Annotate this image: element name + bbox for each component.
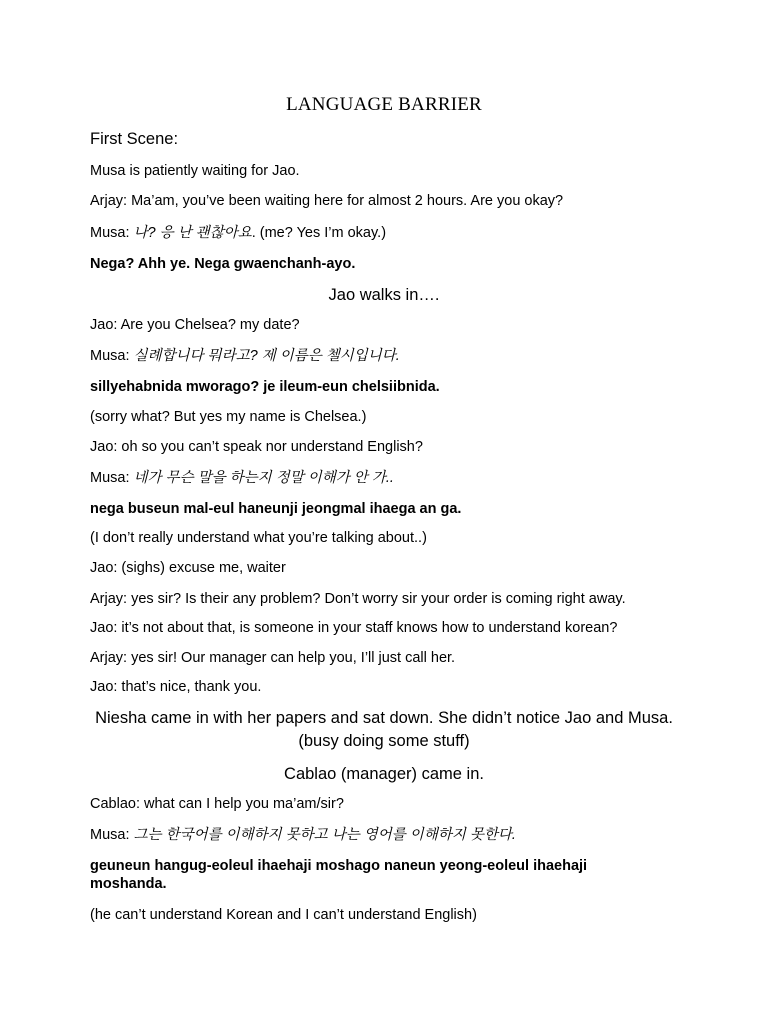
dialogue-line: Jao: it’s not about that, is someone in your staff knows how to understand korean? [90, 620, 618, 636]
romanization-line: sillyehabnida mworago? je ileum-eun chelsiibnida. [90, 379, 440, 395]
dialogue-line-korean [90, 347, 690, 365]
korean-text: 그는 한국어를 이해하지 못하고 나는 영어를 이해하지 못한다. [133, 827, 516, 843]
speaker-label: Musa: [90, 225, 134, 241]
dialogue-line: Arjay: yes sir! Our manager can help you, I’ll just call her. [90, 650, 456, 666]
korean-text: 네가 무슨 말을 하는지 정말 이해가 안 가.. [133, 470, 394, 486]
scene-heading: First Scene: [90, 130, 179, 148]
dialogue-line: Jao: Are you Chelsea? my date? [90, 317, 300, 333]
translation-line: (he can’t understand Korean and I can’t understand English) [90, 907, 477, 923]
dialogue-line: Arjay: Ma’am, you’ve been waiting here for almost 2 hours. Are you okay? [90, 193, 564, 209]
translation-text: . (me? Yes I’m okay.) [251, 225, 387, 241]
dialogue-line: Jao: that’s nice, thank you. [90, 679, 262, 695]
dialogue-line: Jao: (sighs) excuse me, waiter [90, 560, 286, 576]
translation-line: (I don’t really understand what you’re talking about..) [90, 530, 427, 546]
speaker-label: Musa: [90, 470, 134, 486]
dialogue-line-korean [90, 826, 690, 844]
translation-line: (sorry what? But yes my name is Chelsea.) [90, 409, 367, 425]
stage-direction: Musa is patiently waiting for Jao. [90, 163, 300, 179]
stage-direction-centered: Cablao (manager) came in. [284, 765, 484, 783]
romanization-line: nega buseun mal-eul haneunji jeongmal ihaega an ga. [90, 501, 462, 517]
dialogue-line-korean [90, 469, 690, 487]
korean-text: 실례합니다 뭐라고? 제 이름은 첼시입니다. [133, 348, 400, 364]
dialogue-line: Jao: oh so you can’t speak nor understand English? [90, 439, 423, 455]
dialogue-line-korean [90, 224, 690, 242]
stage-direction-centered: Jao walks in…. [328, 286, 440, 304]
dialogue-line: Cablao: what can I help you ma’am/sir? [90, 796, 344, 812]
stage-direction-centered: Niesha came in with her papers and sat down. She didn’t notice Jao and Musa. (busy doing some stuff) [95, 709, 673, 750]
korean-text: 나? 응 난 괜찮아요 [133, 225, 252, 241]
document-title: LANGUAGE BARRIER [286, 94, 482, 115]
speaker-label: Musa: [90, 827, 134, 843]
romanization-line: geuneun hangug-eoleul ihaehaji moshago naneun yeong-eoleul ihaehaji moshanda. [90, 858, 588, 892]
romanization-line: Nega? Ahh ye. Nega gwaenchanh-ayo. [90, 256, 356, 272]
dialogue-line: Arjay: yes sir? Is their any problem? Don’t worry sir your order is coming right away. [90, 591, 626, 607]
speaker-label: Musa: [90, 348, 134, 364]
